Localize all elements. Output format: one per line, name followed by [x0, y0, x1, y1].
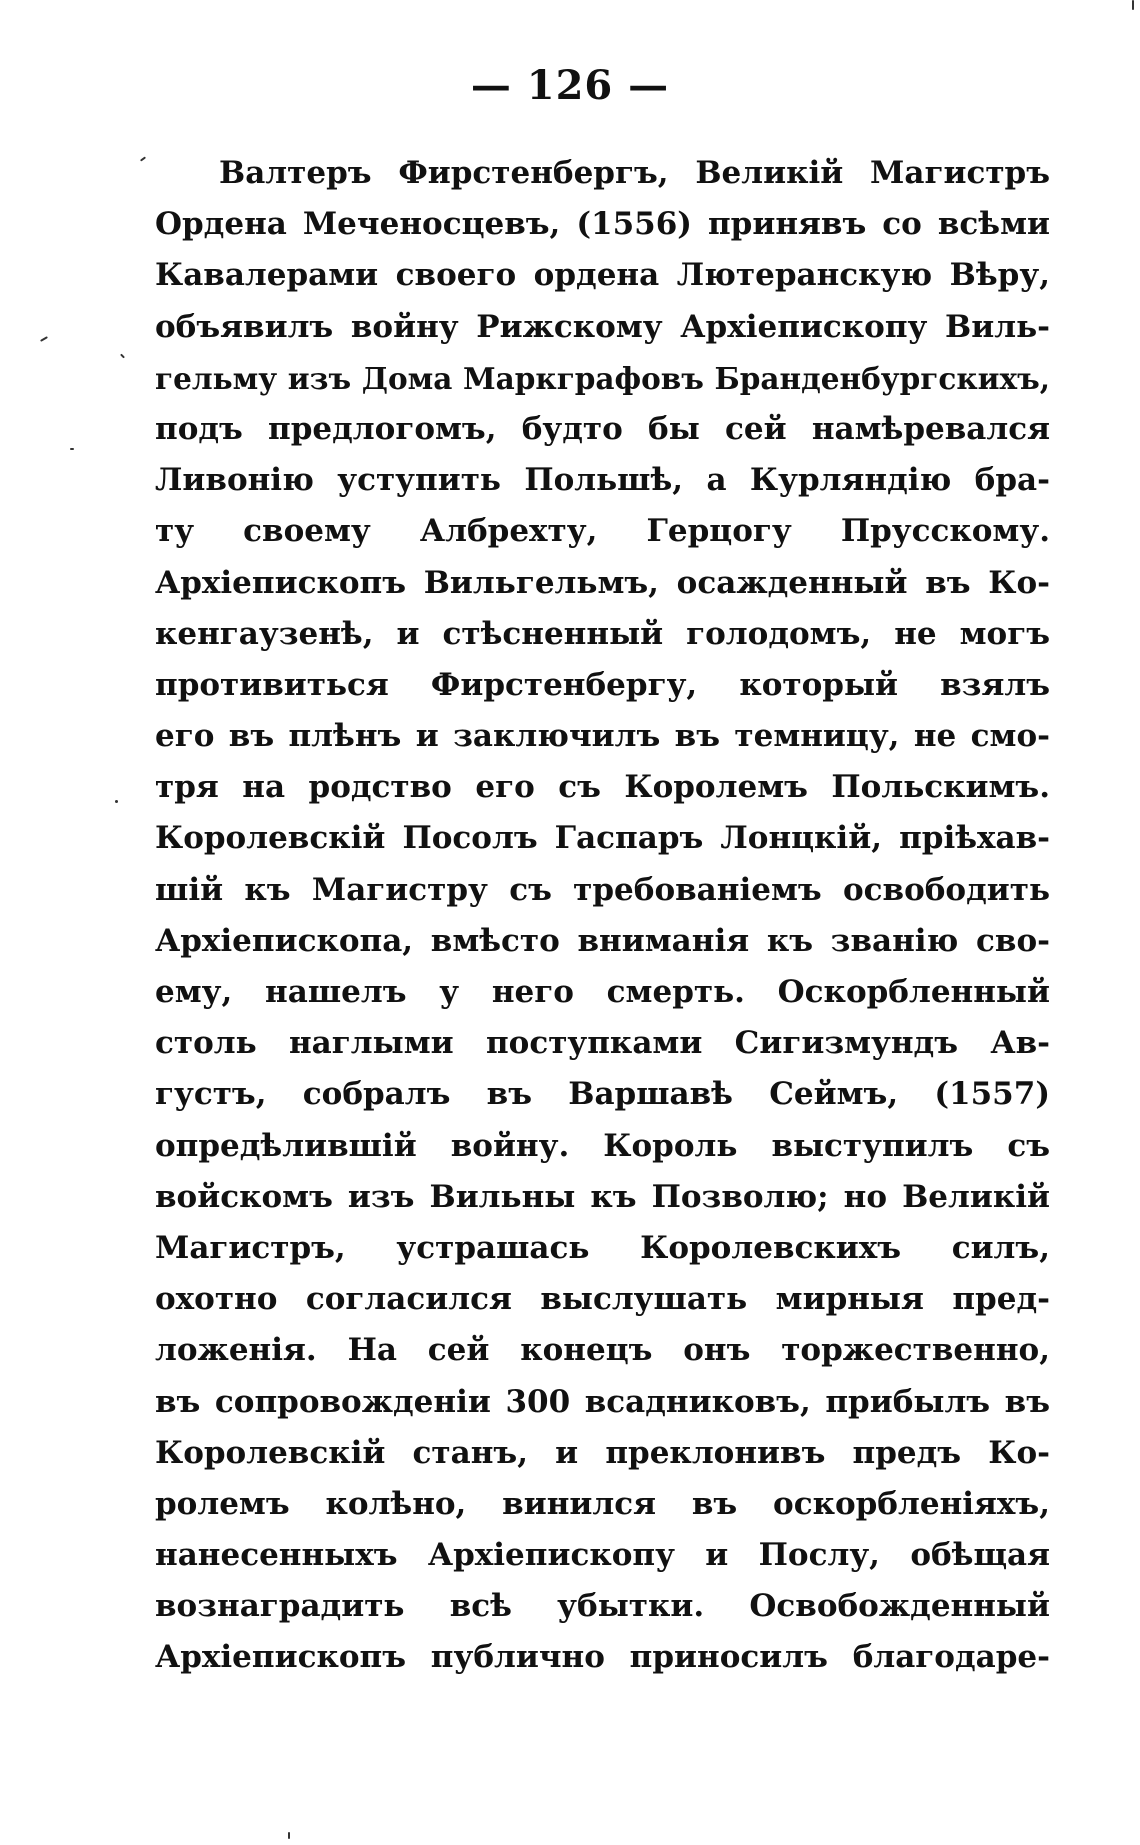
text-line: войскомъ изъ Вильны къ Позволю; но Великій	[155, 1178, 1050, 1215]
text-line: Архіепископъ публично приносилъ благодаре-	[155, 1639, 1050, 1676]
text-line: нанесенныхъ Архіепископу и Послу, обѣщая	[155, 1537, 1050, 1574]
text-line: густъ, собралъ въ Варшавѣ Сеймъ, (1557)	[155, 1076, 1050, 1113]
scan-speck	[1132, 0, 1134, 10]
text-line: Королевскій станъ, и преклонивъ предъ Ко-	[155, 1434, 1050, 1471]
text-line: вознаградить всѣ убытки. Освобожденный	[155, 1588, 1050, 1625]
scan-speck	[40, 336, 48, 342]
text-line: объявилъ войну Рижскому Архіепископу Виль-	[155, 308, 1050, 345]
text-line: ролемъ колѣно, винился въ оскорбленіяхъ,	[155, 1485, 1050, 1522]
text-line: кенгаузенѣ, и стѣсненный голодомъ, не могъ	[155, 615, 1050, 652]
scan-speck	[288, 1832, 290, 1839]
text-line: ложенія. На сей конецъ онъ торжественно,	[155, 1332, 1050, 1369]
scan-speck	[70, 448, 74, 450]
text-line: охотно согласился выслушать мирныя пред-	[155, 1281, 1050, 1318]
text-line: ту своему Албрехту, Герцогу Прусскому.	[155, 513, 1050, 550]
text-line: гельму изъ Дома Маркграфовъ Бранденбургскихъ,	[155, 360, 1050, 396]
text-line: въ сопровожденіи 300 всадниковъ, прибылъ въ	[155, 1383, 1050, 1420]
text-line: Архіепископъ Вильгельмъ, осажденный въ Ко-	[155, 564, 1050, 601]
body-text	[155, 148, 1050, 1684]
text-line: Ливонію уступить Польшѣ, а Курляндію бра-	[155, 462, 1050, 499]
text-line: Королевскій Посолъ Гаспаръ Лонцкій, пріѣхав-	[155, 820, 1050, 857]
text-line: Кавалерами своего ордена Лютеранскую Вѣру,	[155, 257, 1050, 294]
scan-speck	[115, 800, 118, 803]
text-line: опредѣлившій войну. Король выступилъ съ	[155, 1127, 1050, 1164]
scan-speck	[140, 156, 146, 161]
text-line: столь наглыми поступками Сигизмундъ Ав-	[155, 1025, 1050, 1062]
text-line: Ордена Меченосцевъ, (1556) принявъ со всѣми	[155, 206, 1050, 243]
text-line: противиться Фирстенбергу, который взялъ	[155, 666, 1050, 703]
scan-speck	[120, 354, 125, 359]
text-line: шій къ Магистру съ требованіемъ освободить	[155, 871, 1050, 908]
text-line: Магистръ, устрашась Королевскихъ силъ,	[155, 1229, 1050, 1266]
text-line: Архіепископа, вмѣсто вниманія къ званію сво-	[155, 922, 1050, 959]
page-number: — 126 —	[470, 62, 670, 109]
text-line: ему, нашелъ у него смерть. Оскорбленный	[155, 974, 1050, 1010]
text-line: Валтеръ Фирстенбергъ, Великій Магистръ	[219, 155, 1050, 191]
text-line: его въ плѣнъ и заключилъ въ темницу, не смо-	[155, 718, 1050, 755]
text-line: подъ предлогомъ, будто бы сей намѣревался	[155, 410, 1050, 447]
text-line: тря на родство его съ Королемъ Польскимъ.	[155, 769, 1050, 806]
